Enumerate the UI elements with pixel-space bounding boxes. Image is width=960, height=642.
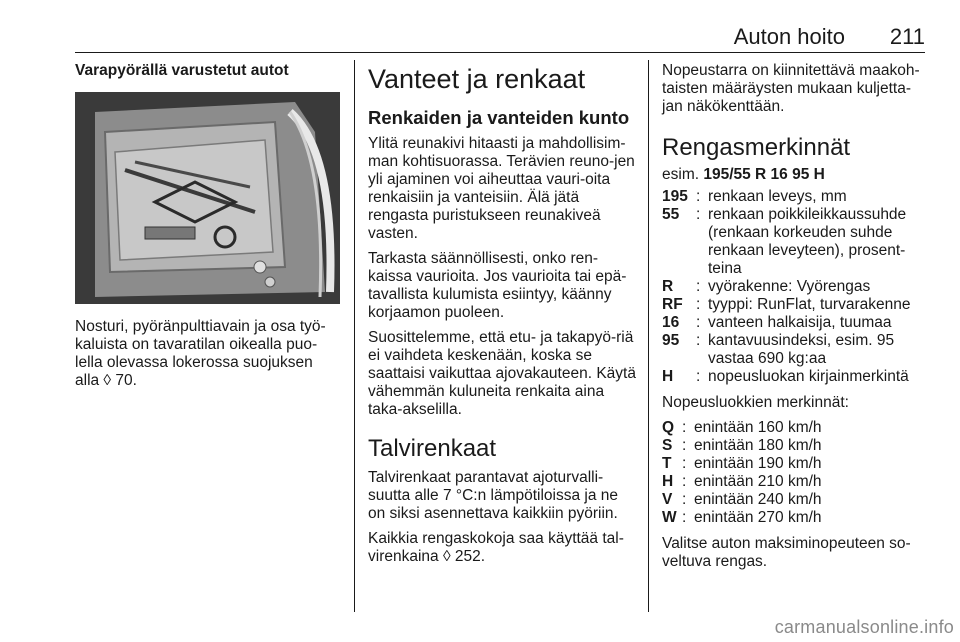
definition-key: 95 (662, 332, 680, 349)
section-heading: Talvirenkaat (368, 435, 497, 462)
speed-row: Q : enintään 160 km/h (662, 419, 930, 437)
definition-key: 195 (662, 188, 688, 205)
caption-paragraph: Nosturi, pyöränpulttiavain ja osa työ-kaluista on tavaratilan oikealla puo-lella olevassa lokerossa suojuksen alla ◊ 70. (75, 318, 326, 389)
chapter-title: Vanteet ja renkaat (368, 64, 586, 94)
definition-value: renkaan poikkileikkaussuhde (renkaan korkeuden suhde renkaan leveyteen), prosent-teina (708, 206, 907, 277)
definition-key: 55 (662, 206, 680, 223)
watermark: carmanualsonline.info (774, 617, 954, 637)
speed-key: H (662, 473, 674, 490)
speed-key: V (662, 491, 673, 508)
column-middle (368, 62, 636, 573)
definition-row: R : vyörakenne: Vyörengas (662, 278, 930, 296)
speed-key: S (662, 437, 673, 454)
definition-row: 95 : kantavuusindeksi, esim. 95 vastaa 690 kg:aa (662, 332, 930, 368)
trunk-photo (75, 92, 340, 304)
definition-list (662, 188, 930, 386)
page-header (75, 0, 925, 53)
subsection-heading: Renkaiden ja vanteiden kunto (368, 107, 630, 128)
speed-row: H : enintään 210 km/h (662, 473, 930, 491)
example-prefix: esim. (662, 166, 704, 183)
speed-value: enintään 240 km/h (694, 491, 822, 508)
page-number: 211 (889, 24, 925, 49)
column-right (662, 62, 930, 578)
column-divider (648, 60, 649, 612)
example-line (662, 166, 930, 184)
speed-value: enintään 190 km/h (694, 455, 822, 472)
speed-row: V : enintään 240 km/h (662, 491, 930, 509)
speed-intro: Nopeusluokkien merkinnät: (662, 394, 849, 411)
speed-key: T (662, 455, 672, 472)
definition-row: 195 : renkaan leveys, mm (662, 188, 930, 206)
subsection-heading: Varapyörällä varustetut autot (75, 62, 289, 79)
definition-row: 16 : vanteen halkaisija, tuumaa (662, 314, 930, 332)
speed-value: enintään 210 km/h (694, 473, 822, 490)
definition-row: H : nopeusluokan kirjainmerkintä (662, 368, 930, 386)
definition-value: vanteen halkaisija, tuumaa (708, 314, 892, 331)
speed-row: T : enintään 190 km/h (662, 455, 930, 473)
speed-key: Q (662, 419, 675, 436)
paragraph: Ylitä reunakivi hitaasti ja mahdollisim-man kohtisuorassa. Terävien reuno-jen yli ajaminen voi aiheuttaa vauri-oita renkaisiin ja vanteisiin. Älä jätä rengasta puristukseen reunakiveä vasten. (368, 135, 635, 242)
column-left (75, 62, 340, 397)
speed-row: W : enintään 270 km/h (662, 509, 930, 527)
tire-code: 195/55 R 16 95 H (703, 166, 825, 183)
definition-key: 16 (662, 314, 680, 331)
definition-value: tyyppi: RunFlat, turvarakenne (708, 296, 911, 313)
speed-row: S : enintään 180 km/h (662, 437, 930, 455)
paragraph: Kaikkia rengaskokoja saa käyttää tal-virenkaina ◊ 252. (368, 530, 624, 565)
definition-value: nopeusluokan kirjainmerkintä (708, 368, 909, 385)
definition-key: RF (662, 296, 683, 313)
section-heading: Rengasmerkinnät (662, 134, 851, 161)
trunk-jack-illustration (75, 92, 340, 304)
paragraph: Suosittelemme, että etu- ja takapyö-riä ei vaihdeta keskenään, koska se saattaisi vaikuttaa ajovakauteen. Käytä vähemmän kuluneita renkaita aina taka-akselilla. (368, 329, 636, 418)
definition-key: R (662, 278, 674, 295)
definition-value: kantavuusindeksi, esim. 95 vastaa 690 kg:aa (708, 332, 895, 367)
speed-value: enintään 270 km/h (694, 509, 822, 526)
definition-row: 55 : renkaan poikkileikkaussuhde (renkaan korkeuden suhde renkaan leveyteen), prosent-teina (662, 206, 930, 278)
speed-list (662, 419, 930, 527)
definition-row: RF : tyyppi: RunFlat, turvarakenne (662, 296, 930, 314)
speed-value: enintään 160 km/h (694, 419, 822, 436)
definition-key: H (662, 368, 674, 385)
speed-key: W (662, 509, 677, 526)
paragraph: Valitse auton maksiminopeuteen so-veltuva rengas. (662, 535, 911, 570)
column-divider (354, 60, 355, 612)
paragraph: Talvirenkaat parantavat ajoturvalli-suutta alle 7 °C:n lämpötiloissa ja ne on siksi asennettava kaikkiin pyöriin. (368, 469, 619, 522)
section-title: Auton hoito (733, 24, 845, 49)
speed-value: enintään 180 km/h (694, 437, 822, 454)
definition-value: vyörakenne: Vyörengas (708, 278, 871, 295)
definition-value: renkaan leveys, mm (708, 188, 847, 205)
paragraph: Tarkasta säännöllisesti, onko ren-kaissa vaurioita. Jos vaurioita tai epä-tavallista kulumista esiintyy, käänny korjaamon puoleen. (368, 250, 627, 321)
paragraph: Nopeustarra on kiinnitettävä maakoh-taisten määräysten mukaan kuljetta-jan näkökenttään. (662, 62, 920, 115)
